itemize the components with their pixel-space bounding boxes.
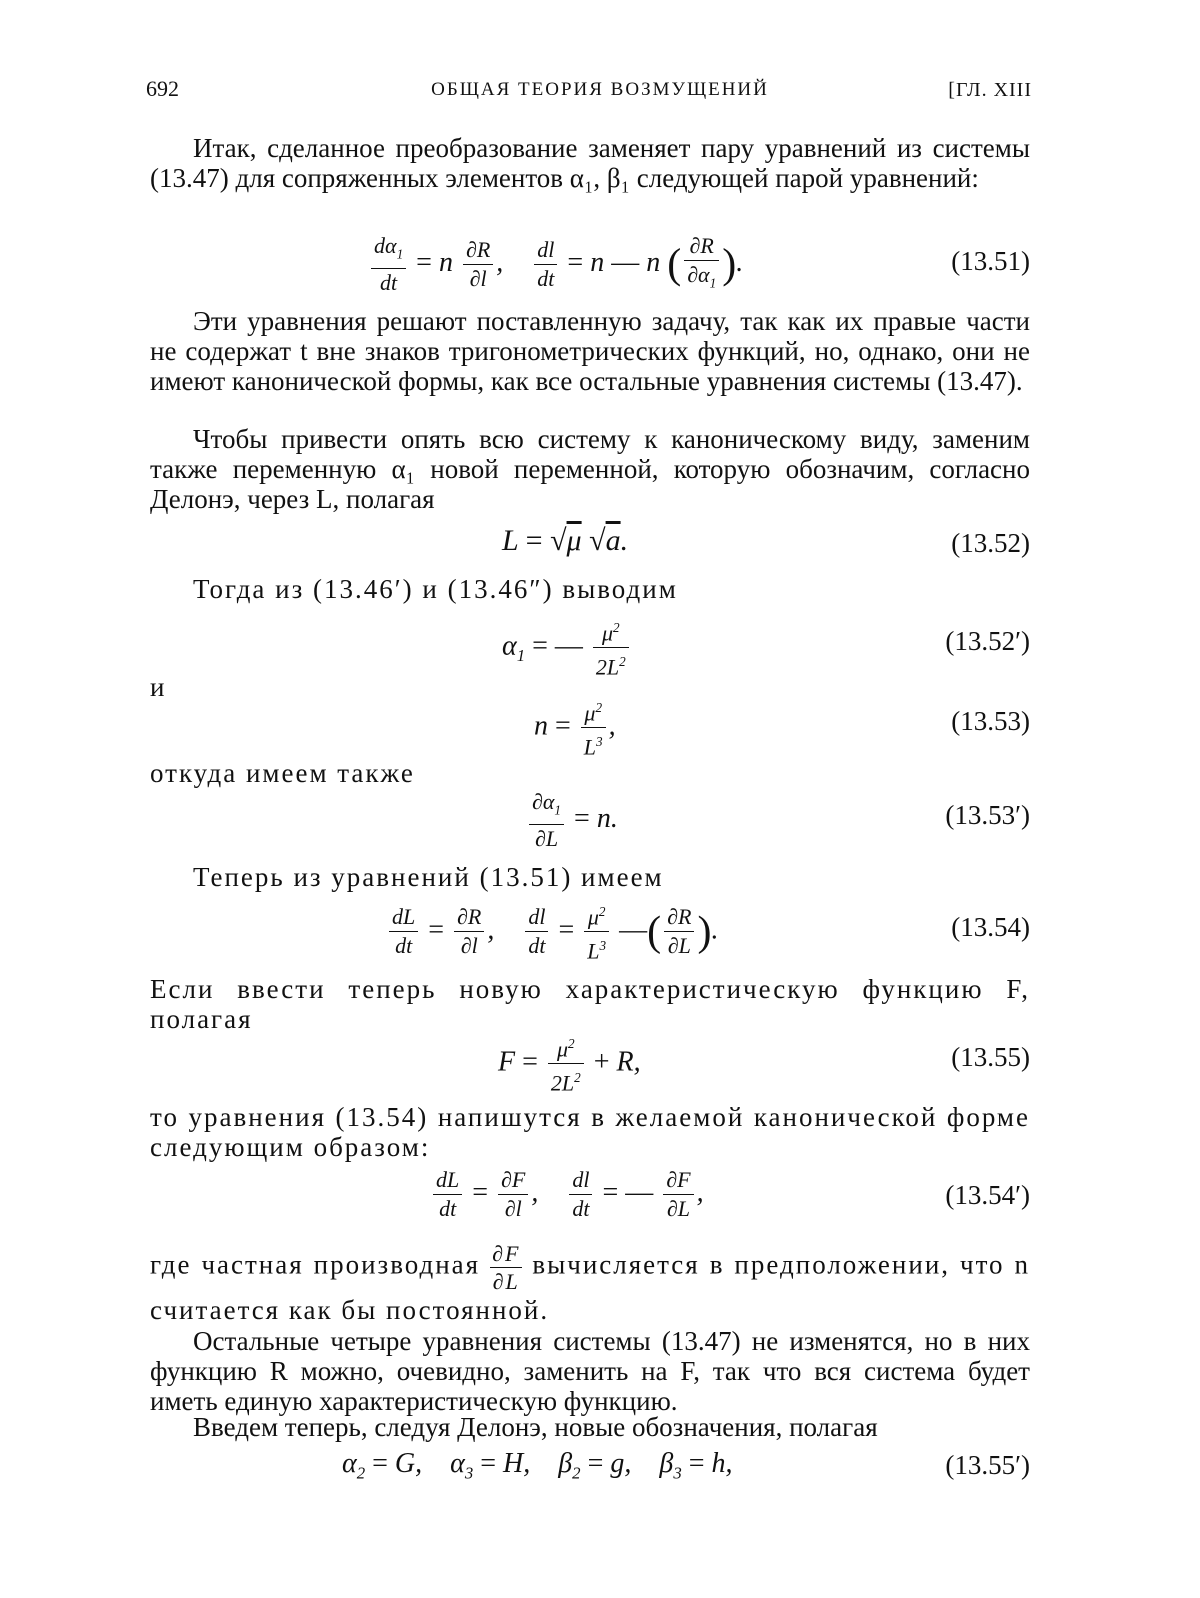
paragraph-2: Эти уравнения решают поставленную задачу, так как их правые части не содержат t вне знаков тригонометрических функций, но, однако, они не имеют канонической формы, как все остальные уравнения системы (13.47). bbox=[150, 306, 1030, 396]
chapter-label: [ГЛ. XIII bbox=[948, 79, 1032, 101]
equation-13-55-prime: $\alpha_2 = G$, $\alpha_3 = H$, $\beta_2 = g$, $\beta_3 = h$, (13.55′) bbox=[342, 1448, 1030, 1483]
paragraph-8: Если ввести теперь новую характеристическую функцию F, полагая bbox=[150, 974, 1030, 1034]
equation-number: (13.54) bbox=[951, 912, 1030, 942]
paragraph-4: Тогда из (13.46′) и (13.46″) выводим bbox=[193, 574, 678, 604]
equation-13-53: n = $\frac{\mu^2}{L^3}$ , (13.53) bbox=[150, 694, 1030, 750]
equation-number: (13.53′) bbox=[945, 800, 1030, 830]
equation-number: (13.54′) bbox=[945, 1180, 1030, 1210]
equation-number: (13.52′) bbox=[945, 626, 1030, 656]
equation-13-55: F = $\frac{\mu^2}{2L^2}$ + R, (13.55) bbox=[150, 1030, 1030, 1086]
equation-number: (13.52) bbox=[951, 528, 1030, 558]
equation-number: (13.51) bbox=[951, 246, 1030, 276]
equation-13-54: $\frac{dL}{dt}$ = $\frac{\partial R}{\partial l}$ , $\frac{dl}{dt}$ = $\frac{\mu^2}{L^3}$ —( $\frac{\partial R}{\partial L}$ ). (13.54) bbox=[150, 898, 1030, 958]
paragraph-12: Введем теперь, следуя Делонэ, новые обозначения, полагая bbox=[193, 1412, 878, 1442]
equation-13-54-prime: $\frac{dL}{dt}$ = $\frac{\partial F}{\partial l}$ , $\frac{dl}{dt}$ = — $\frac{\partial F}{\partial L}$ , (13.54′) bbox=[150, 1166, 1030, 1226]
paragraph-7: Теперь из уравнений (13.51) имеем bbox=[193, 862, 664, 892]
equation-13-52: L = √μ √a. (13.52) bbox=[502, 524, 1030, 558]
running-title: ОБЩАЯ ТЕОРИЯ ВОЗМУЩЕНИЙ bbox=[431, 79, 769, 100]
conjunction-text: и bbox=[150, 672, 165, 702]
paragraph-3: Чтобы привести опять всю систему к каноническому виду, заменим также переменную α₁ новой переменной, которую обозначим, согласно Делонэ, через L, полагая bbox=[150, 424, 1030, 514]
paragraph-10 bbox=[150, 1240, 1030, 1325]
paragraph-6: откуда имеем также bbox=[150, 758, 415, 788]
paragraph-1: Итак, сделанное преобразование заменяет пару уравнений из системы (13.47) для сопряженных элементов α₁, β₁ следующей парой уравнений: bbox=[150, 133, 1030, 193]
paragraph-9: то уравнения (13.54) напишутся в желаемой канонической форме следующим образом: bbox=[150, 1102, 1030, 1162]
paragraph-10-start: где частная производная bbox=[150, 1249, 481, 1280]
equation-13-53-prime: $\frac{\partial\alpha_1}{\partial L}$ = n. (13.53′) bbox=[150, 788, 1030, 844]
page-number: 692 bbox=[146, 76, 179, 101]
equation-13-51: $\frac{d\alpha_1}{dt}$ = n $\frac{\partial R}{\partial l}$ , $\frac{dl}{dt}$ = n — n ( $\frac{\partial R}{\partial\alpha_1}$ ). (13.51) bbox=[150, 232, 1030, 292]
equation-number: (13.55′) bbox=[945, 1450, 1030, 1480]
equation-number: (13.53) bbox=[951, 706, 1030, 736]
equation-13-52-prime: $\alpha_1$ = — $\frac{\mu^2}{2L^2}$ (13.52′) bbox=[150, 614, 1030, 670]
equation-number: (13.55) bbox=[951, 1042, 1030, 1072]
inline-derivative: $\frac{\partial F}{\partial L}$ bbox=[492, 1241, 521, 1294]
paragraph-10-end: вычисляется в предположении, что n считается как бы постоянной. bbox=[150, 1249, 1031, 1325]
paragraph-11: Остальные четыре уравнения системы (13.47) не изменятся, но в них функцию R можно, очевидно, заменить на F, так что вся система будет иметь единую характеристическую функцию. bbox=[150, 1326, 1030, 1416]
